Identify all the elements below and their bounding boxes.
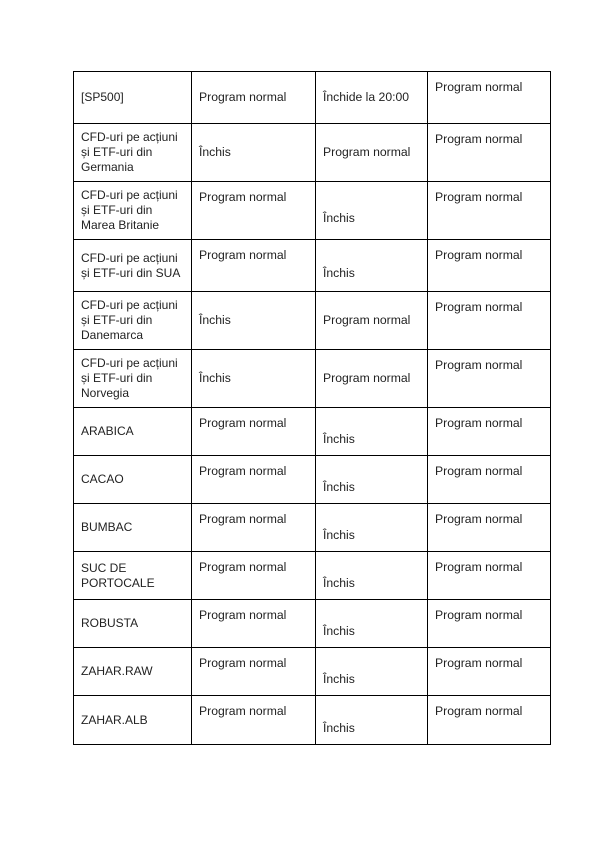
session-1-cell-text: Închis xyxy=(199,313,231,327)
session-2-cell-text: Închis xyxy=(323,672,355,686)
session-1-cell xyxy=(191,350,315,407)
session-1-cell-text: Program normal xyxy=(199,512,287,526)
session-2-cell xyxy=(315,456,427,503)
session-1-cell-text: Program normal xyxy=(199,608,287,622)
session-1-cell-text: Program normal xyxy=(199,248,287,262)
instrument-cell-text: ARABICA xyxy=(81,424,134,438)
instrument-cell xyxy=(73,350,191,407)
session-2-cell xyxy=(315,504,427,551)
session-3-cell-text: Program normal xyxy=(435,132,523,146)
session-1-cell-text: Program normal xyxy=(199,704,287,718)
table-row xyxy=(73,291,551,349)
session-3-cell xyxy=(427,504,551,551)
session-3-cell-text: Program normal xyxy=(435,464,523,478)
instrument-cell-text: CFD-uri pe acțiuni și ETF-uri din Danemarca xyxy=(81,298,178,342)
session-2-cell-text: Program normal xyxy=(323,371,411,385)
session-3-cell xyxy=(427,408,551,455)
session-2-cell xyxy=(315,182,427,239)
session-3-cell-text: Program normal xyxy=(435,80,523,94)
table-row xyxy=(73,407,551,455)
session-1-cell xyxy=(191,292,315,349)
session-2-cell xyxy=(315,124,427,181)
table-row xyxy=(73,551,551,599)
session-1-cell xyxy=(191,124,315,181)
session-2-cell xyxy=(315,350,427,407)
table-row xyxy=(73,239,551,291)
session-2-cell-text: Închis xyxy=(323,432,355,446)
instrument-cell-text: BUMBAC xyxy=(81,520,133,534)
session-1-cell xyxy=(191,648,315,695)
session-3-cell-text: Program normal xyxy=(435,416,523,430)
session-3-cell xyxy=(427,456,551,503)
instrument-cell xyxy=(73,504,191,551)
session-1-cell xyxy=(191,696,315,744)
session-3-cell-text: Program normal xyxy=(435,704,523,718)
session-3-cell-text: Program normal xyxy=(435,608,523,622)
session-3-cell xyxy=(427,648,551,695)
session-1-cell xyxy=(191,72,315,123)
session-2-cell-text: Închis xyxy=(323,576,355,590)
session-2-cell xyxy=(315,292,427,349)
session-2-cell-text: Închis xyxy=(323,528,355,542)
instrument-cell xyxy=(73,600,191,647)
session-3-cell-text: Program normal xyxy=(435,248,523,262)
session-1-cell-text: Program normal xyxy=(199,464,287,478)
instrument-cell-text: CACAO xyxy=(81,472,124,486)
session-2-cell xyxy=(315,72,427,123)
instrument-cell xyxy=(73,72,191,123)
session-1-cell-text: Program normal xyxy=(199,560,287,574)
trading-hours-table xyxy=(73,71,551,745)
instrument-cell xyxy=(73,182,191,239)
instrument-cell xyxy=(73,292,191,349)
table-row xyxy=(73,647,551,695)
session-3-cell-text: Program normal xyxy=(435,358,523,372)
session-2-cell-text: Închis xyxy=(323,480,355,494)
session-3-cell xyxy=(427,124,551,181)
instrument-cell xyxy=(73,240,191,291)
session-2-cell-text: Închis xyxy=(323,211,355,225)
session-1-cell xyxy=(191,408,315,455)
session-3-cell xyxy=(427,292,551,349)
session-3-cell-text: Program normal xyxy=(435,190,523,204)
session-1-cell xyxy=(191,504,315,551)
table-row xyxy=(73,455,551,503)
instrument-cell-text: CFD-uri pe acțiuni și ETF-uri din Germania xyxy=(81,130,178,174)
table-row xyxy=(73,599,551,647)
session-3-cell xyxy=(427,350,551,407)
session-2-cell xyxy=(315,240,427,291)
session-1-cell-text: Program normal xyxy=(199,190,287,204)
instrument-cell-text: ZAHAR.RAW xyxy=(81,664,153,678)
instrument-cell xyxy=(73,552,191,599)
instrument-cell xyxy=(73,648,191,695)
session-1-cell xyxy=(191,456,315,503)
table-row xyxy=(73,181,551,239)
instrument-cell-text: CFD-uri pe acțiuni și ETF-uri din SUA xyxy=(81,250,181,280)
session-1-cell xyxy=(191,182,315,239)
instrument-cell-text: ROBUSTA xyxy=(81,616,139,630)
session-2-cell-text: Închis xyxy=(323,720,355,735)
instrument-cell xyxy=(73,696,191,744)
table-row xyxy=(73,503,551,551)
session-3-cell xyxy=(427,552,551,599)
session-2-cell xyxy=(315,552,427,599)
session-3-cell xyxy=(427,72,551,123)
session-3-cell-text: Program normal xyxy=(435,560,523,574)
table-row xyxy=(73,71,551,123)
session-2-cell-text: Program normal xyxy=(323,145,411,159)
session-2-cell xyxy=(315,408,427,455)
session-1-cell-text: Închis xyxy=(199,145,231,159)
table-row xyxy=(73,123,551,181)
instrument-cell xyxy=(73,456,191,503)
instrument-cell-text: SUC DE PORTOCALE xyxy=(81,560,155,590)
instrument-cell-text: CFD-uri pe acțiuni și ETF-uri din Marea Britanie xyxy=(81,188,178,232)
session-2-cell-text: Închis xyxy=(323,266,355,280)
session-1-cell-text: Program normal xyxy=(199,90,287,104)
session-3-cell-text: Program normal xyxy=(435,656,523,670)
session-3-cell xyxy=(427,600,551,647)
session-1-cell-text: Program normal xyxy=(199,656,287,670)
instrument-cell-text: ZAHAR.ALB xyxy=(81,712,148,727)
session-3-cell-text: Program normal xyxy=(435,300,523,314)
session-2-cell xyxy=(315,600,427,647)
session-1-cell xyxy=(191,552,315,599)
instrument-cell-text: [SP500] xyxy=(81,90,124,104)
session-3-cell xyxy=(427,240,551,291)
session-2-cell xyxy=(315,696,427,744)
table-row xyxy=(73,695,551,745)
session-2-cell-text: Închis xyxy=(323,624,355,638)
instrument-cell-text: CFD-uri pe acțiuni și ETF-uri din Norvegia xyxy=(81,356,178,400)
session-1-cell xyxy=(191,240,315,291)
session-1-cell-text: Închis xyxy=(199,371,231,385)
session-3-cell xyxy=(427,182,551,239)
session-2-cell xyxy=(315,648,427,695)
session-3-cell xyxy=(427,696,551,744)
session-3-cell-text: Program normal xyxy=(435,512,523,526)
session-2-cell-text: Program normal xyxy=(323,313,411,327)
instrument-cell xyxy=(73,408,191,455)
session-1-cell-text: Program normal xyxy=(199,416,287,430)
session-2-cell-text: Închide la 20:00 xyxy=(323,90,410,104)
instrument-cell xyxy=(73,124,191,181)
session-1-cell xyxy=(191,600,315,647)
table-row xyxy=(73,349,551,407)
